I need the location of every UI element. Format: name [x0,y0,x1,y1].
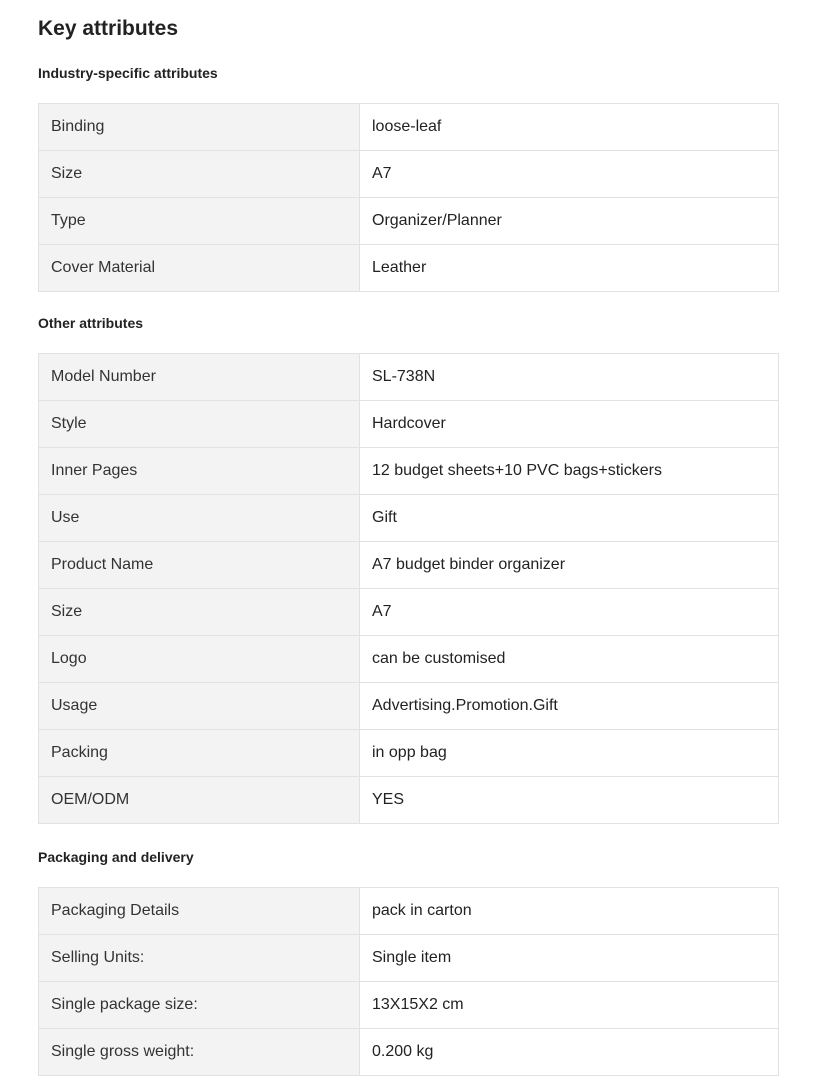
table-row [39,542,779,589]
attribute-key: Packaging Details [39,888,360,935]
section-title-packaging-delivery: Packaging and delivery [38,849,194,865]
attribute-key: OEM/ODM [39,777,360,824]
table-row [39,683,779,730]
attribute-key: Usage [39,683,360,730]
attribute-value: 13X15X2 cm [360,982,779,1029]
attribute-value: loose-leaf [360,104,779,151]
attribute-value: Gift [360,495,779,542]
attribute-key: Single package size: [39,982,360,1029]
attribute-key: Use [39,495,360,542]
attribute-key: Product Name [39,542,360,589]
attribute-value: 0.200 kg [360,1029,779,1076]
attribute-value: 12 budget sheets+10 PVC bags+stickers [360,448,779,495]
table-row [39,1029,779,1076]
attribute-value: A7 [360,151,779,198]
industry-attributes-table [38,103,779,292]
attribute-value: Leather [360,245,779,292]
table-row [39,888,779,935]
attribute-value: pack in carton [360,888,779,935]
table-row [39,448,779,495]
attribute-value: Single item [360,935,779,982]
attribute-key: Single gross weight: [39,1029,360,1076]
table-row [39,982,779,1029]
table-row [39,777,779,824]
table-row [39,495,779,542]
table-row [39,104,779,151]
attribute-key: Logo [39,636,360,683]
table-row [39,589,779,636]
attribute-key: Cover Material [39,245,360,292]
attribute-value: Advertising.Promotion.Gift [360,683,779,730]
table-row [39,151,779,198]
attribute-value: YES [360,777,779,824]
page-title: Key attributes [38,17,179,40]
attribute-key: Packing [39,730,360,777]
attribute-value: Organizer/Planner [360,198,779,245]
table-row [39,636,779,683]
table-row [39,401,779,448]
table-row [39,935,779,982]
attribute-value: A7 [360,589,779,636]
attribute-key: Inner Pages [39,448,360,495]
table-row [39,198,779,245]
attribute-key: Size [39,589,360,636]
attribute-value: SL-738N [360,354,779,401]
table-row [39,245,779,292]
attribute-value: can be customised [360,636,779,683]
table-row [39,730,779,777]
attribute-value: in opp bag [360,730,779,777]
packaging-delivery-table [38,887,779,1076]
other-attributes-table [38,353,779,824]
attribute-key: Style [39,401,360,448]
attribute-value: Hardcover [360,401,779,448]
section-title-industry-specific: Industry-specific attributes [38,65,218,81]
attribute-key: Type [39,198,360,245]
attribute-key: Selling Units: [39,935,360,982]
attribute-value: A7 budget binder organizer [360,542,779,589]
section-title-other: Other attributes [38,315,144,331]
attribute-key: Model Number [39,354,360,401]
attribute-key: Binding [39,104,360,151]
table-row [39,354,779,401]
attribute-key: Size [39,151,360,198]
